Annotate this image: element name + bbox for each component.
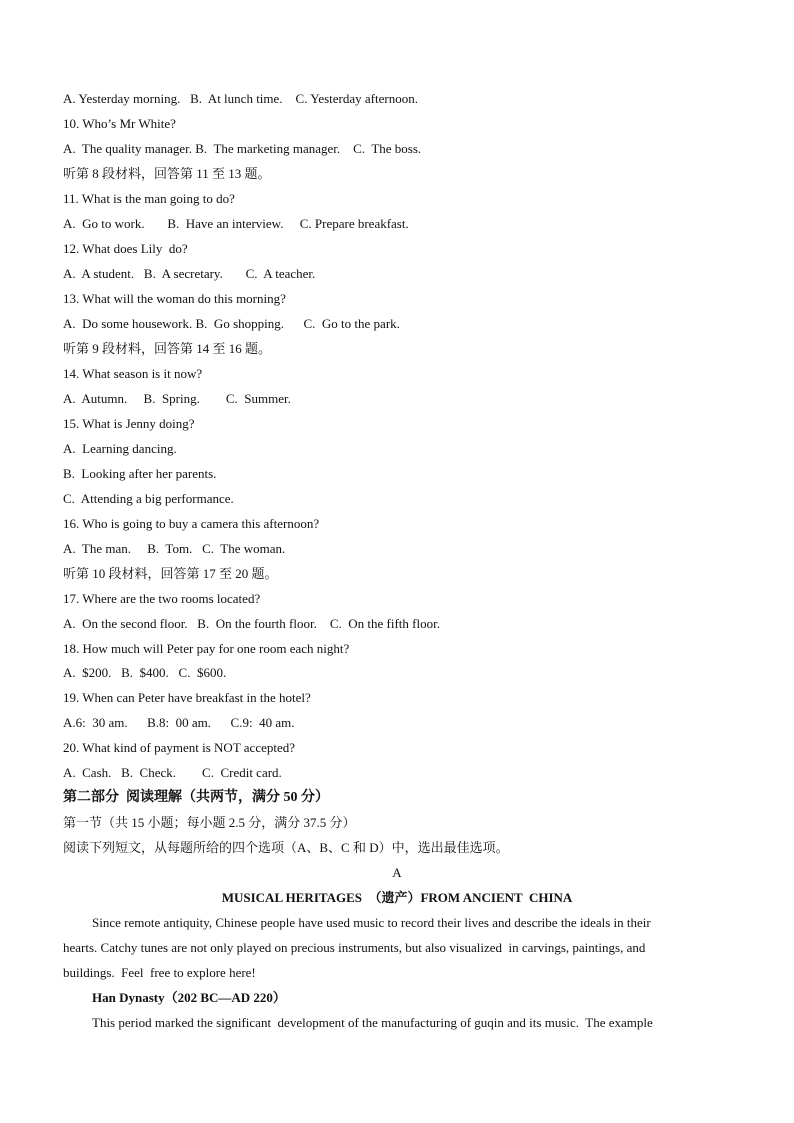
- paragraph-2-line-1: This period marked the significant development of the manufacturing of guqin and its music. The example: [92, 1015, 653, 1030]
- q13-options: A. Do some housework. B. Go shopping. C. Go to the park.: [63, 316, 400, 331]
- q16-question: 16. Who is going to buy a camera this afternoon?: [63, 516, 320, 531]
- passage-title: MUSICAL HERITAGES （遗产）FROM ANCIENT CHINA: [221, 890, 573, 905]
- q11-question: 11. What is the man going to do?: [63, 191, 235, 206]
- q13-question: 13. What will the woman do this morning?: [63, 291, 286, 306]
- reading-directions: 阅读下列短文，从每题所给的四个选项（A、B、C 和 D）中，选出最佳选项。: [63, 840, 509, 855]
- paragraph-1-line-1: Since remote antiquity, Chinese people have used music to record their lives and describe the ideals in their: [92, 915, 651, 930]
- instruction-passage-9: 听第 9 段材料，回答第 14 至 16 题。: [63, 341, 272, 356]
- q17-question: 17. Where are the two rooms located?: [63, 591, 261, 606]
- han-dynasty-heading: Han Dynasty（202 BC—AD 220）: [92, 990, 286, 1005]
- q19-question: 19. When can Peter have breakfast in the hotel?: [63, 690, 311, 705]
- instruction-passage-8: 听第 8 段材料，回答第 11 至 13 题。: [63, 166, 271, 181]
- q15-question: 15. What is Jenny doing?: [63, 416, 195, 431]
- q16-options: A. The man. B. Tom. C. The woman.: [63, 541, 286, 556]
- q14-question: 14. What season is it now?: [63, 366, 203, 381]
- q20-options: A. Cash. B. Check. C. Credit card.: [63, 765, 282, 780]
- q19-options: A.6: 30 am. B.8: 00 am. C.9: 40 am.: [63, 715, 295, 730]
- paragraph-1-line-2: hearts. Catchy tunes are not only played on precious instruments, but also visualized in carvings, paintings, and: [63, 940, 646, 955]
- q17-options: A. On the second floor. B. On the fourth floor. C. On the fifth floor.: [63, 616, 440, 631]
- instruction-passage-10: 听第 10 段材料，回答第 17 至 20 题。: [63, 566, 278, 581]
- q14-options: A. Autumn. B. Spring. C. Summer.: [63, 391, 291, 406]
- paragraph-1-line-3: buildings. Feel free to explore here!: [63, 965, 256, 980]
- q10-options: A. The quality manager. B. The marketing manager. C. The boss.: [63, 141, 422, 156]
- q15-option-c: C. Attending a big performance.: [63, 491, 234, 506]
- q15-option-a: A. Learning dancing.: [63, 441, 177, 456]
- q9-options: A. Yesterday morning. B. At lunch time. C. Yesterday afternoon.: [63, 91, 418, 106]
- q10-question: 10. Who’s Mr White?: [63, 116, 176, 131]
- q18-options: A. $200. B. $400. C. $600.: [63, 665, 227, 680]
- q11-options: A. Go to work. B. Have an interview. C. Prepare breakfast.: [63, 216, 409, 231]
- q12-options: A. A student. B. A secretary. C. A teacher.: [63, 266, 316, 281]
- q12-question: 12. What does Lily do?: [63, 241, 188, 256]
- q18-question: 18. How much will Peter pay for one room each night?: [63, 641, 350, 656]
- passage-letter: A: [392, 865, 402, 880]
- q15-option-b: B. Looking after her parents.: [63, 466, 217, 481]
- q20-question: 20. What kind of payment is NOT accepted?: [63, 740, 296, 755]
- part-two-title: 第二部分 阅读理解（共两节，满分 50 分）: [63, 790, 329, 805]
- section-one-heading: 第一节（共 15 小题；每小题 2.5 分，满分 37.5 分）: [63, 815, 356, 830]
